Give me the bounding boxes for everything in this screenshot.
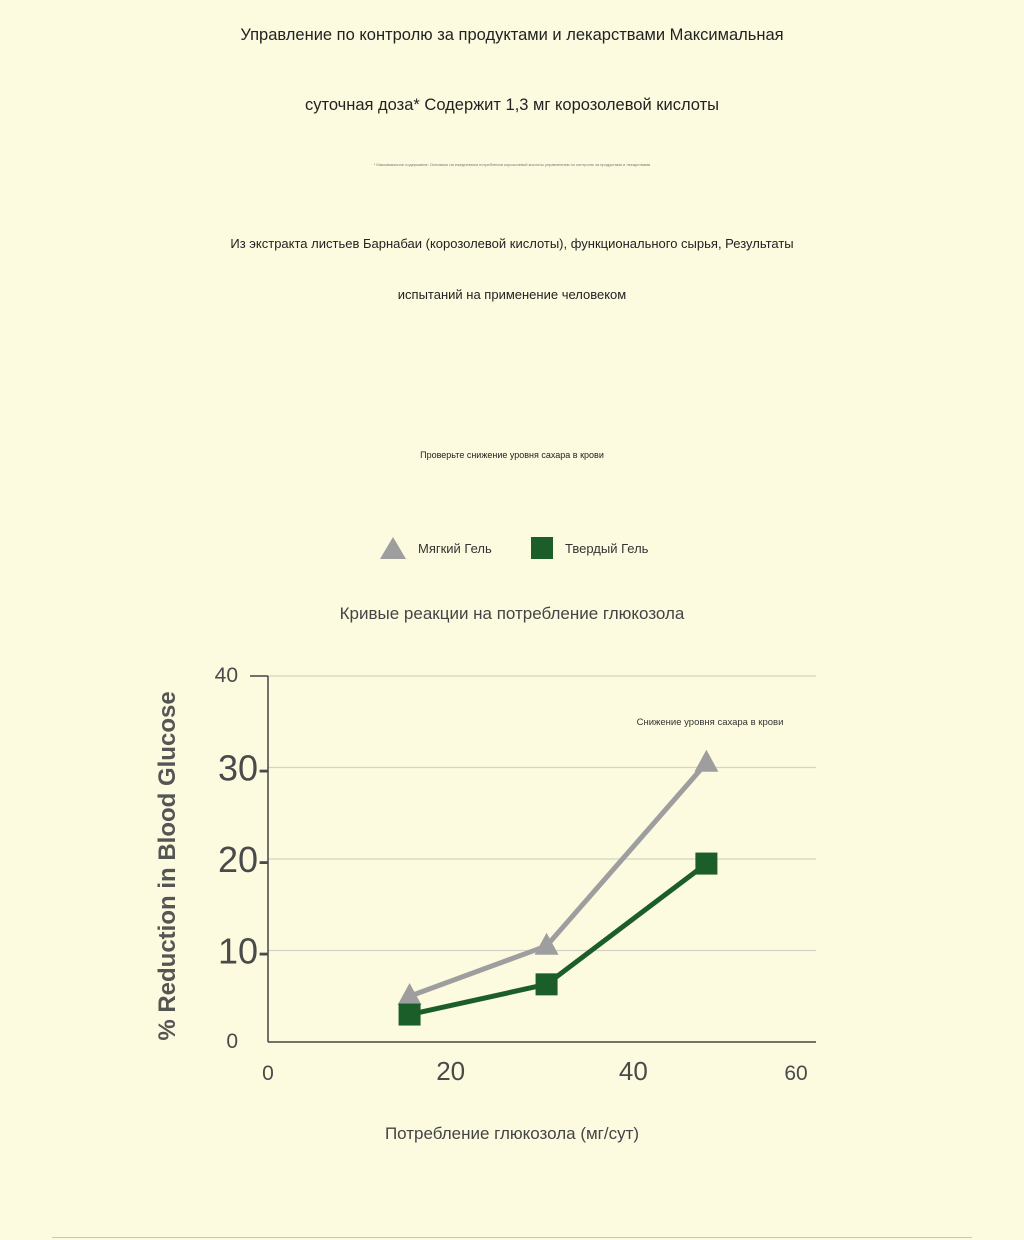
data-point-hard-gel [695, 853, 717, 875]
footnote: * Максимальное содержание: Основано на ежедневном потреблении корозолевой кислоты управлением по контролю за продуктами и лекарствами [373, 162, 651, 167]
x-tick-label: 20 [436, 1056, 466, 1086]
chart-annotation: Снижение уровня сахара в крови [636, 717, 784, 728]
source-line-2: испытаний на применение человеком [397, 287, 627, 302]
header-line-1: Управление по контролю за продуктами и лекарствами Максимальная [240, 26, 784, 44]
y-tick-label: 40 [214, 664, 238, 687]
x-tick-label: 60 [784, 1062, 808, 1085]
header-line-2: суточная доза* Содержит 1,3 мг корозолевой кислоты [304, 96, 720, 114]
source-line-1: Из экстракта листьев Барнабаи (корозолевой кислоты), функционального сырья, Результаты [230, 236, 794, 251]
data-point-soft-gel [694, 750, 718, 772]
data-point-hard-gel [399, 1004, 421, 1026]
chart-title: Кривые реакции на потребление глюкозола [339, 604, 685, 623]
x-tick-label: 40 [618, 1056, 648, 1086]
y-tick-label: 0 [226, 1030, 238, 1053]
y-tick-label: 10- [217, 930, 270, 972]
series-line-soft-gel [410, 763, 707, 996]
bottom-divider [52, 1237, 972, 1238]
legend-label-soft-gel: Мягкий Гель [418, 540, 492, 556]
y-axis-label: % Reduction in Blood Glucose [154, 691, 181, 1041]
legend-label-hard-gel: Твердый Гель [565, 540, 649, 556]
series-line-hard-gel [410, 864, 707, 1015]
x-axis-label: Потребление глюкозола (мг/сут) [384, 1124, 640, 1143]
data-point-hard-gel [536, 973, 558, 995]
check-text: Проверьте снижение уровня сахара в крови [420, 450, 604, 460]
y-tick-label: 30- [217, 747, 270, 789]
x-tick-label: 0 [262, 1062, 274, 1085]
y-tick-label: 20- [217, 839, 270, 880]
